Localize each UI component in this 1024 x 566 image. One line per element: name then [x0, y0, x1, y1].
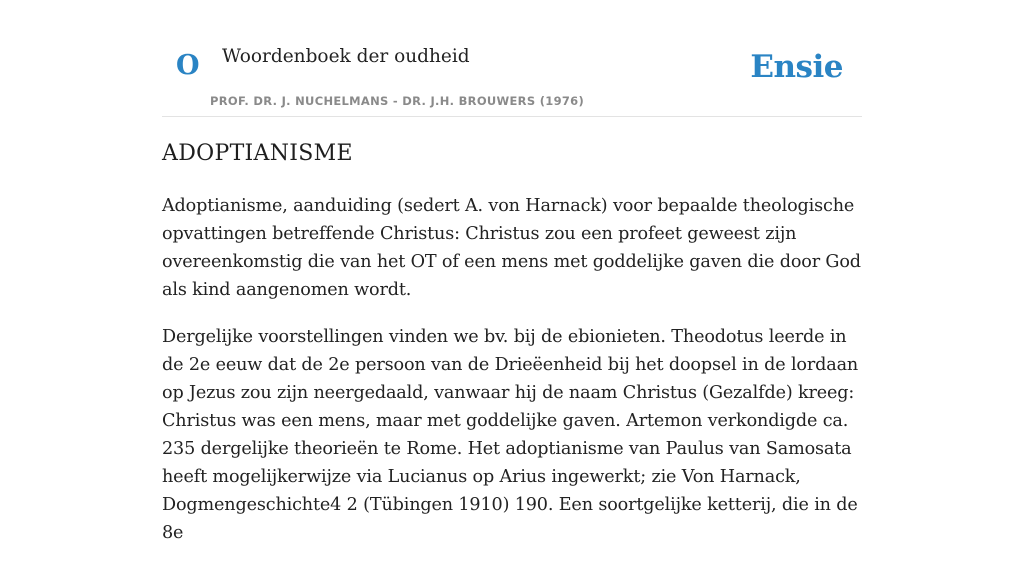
- article-headword: ADOPTIANISME: [162, 141, 353, 166]
- book-letter-logo[interactable]: O: [176, 50, 200, 81]
- ensie-logo-link[interactable]: Ensie: [750, 49, 843, 85]
- book-authors: PROF. DR. J. NUCHELMANS - DR. J.H. BROUWERS (1976): [210, 94, 585, 108]
- article-paragraph: Adoptianisme, aanduiding (sedert A. von Harnack) voor bepaalde theologische opvattingen betreffende Christus: Christus zou een profeet geweest zijn overeenkomstig die van het OT of een mens met goddelijke gaven die door God als kind aangenomen wordt.: [162, 196, 861, 300]
- article-body: [162, 192, 862, 566]
- article-paragraph: Dergelijke voorstellingen vinden we bv. bij de ebionieten. Theodotus leerde in de 2e eeuw dat de 2e persoon van de Drieëenheid bij het doopsel in de lordaan op Jezus zou zijn neergedaald, vanwaar hij de naam Christus (Gezalfde) kreeg: Christus was een mens, maar met goddelijke gaven. Artemon verkondigde ca. 235 dergelijke theorieën te Rome. Het adoptianisme van Paulus van Samosata heeft mogelijkerwijze via Lucianus op Arius ingewerkt; zie Von Harnack, Dogmengeschichte4 2 (Tübingen 1910) 190. Een soortgelijke ketterij, die in de 8e: [162, 327, 859, 543]
- book-header: [162, 0, 862, 117]
- book-title[interactable]: Woordenboek der oudheid: [222, 46, 470, 67]
